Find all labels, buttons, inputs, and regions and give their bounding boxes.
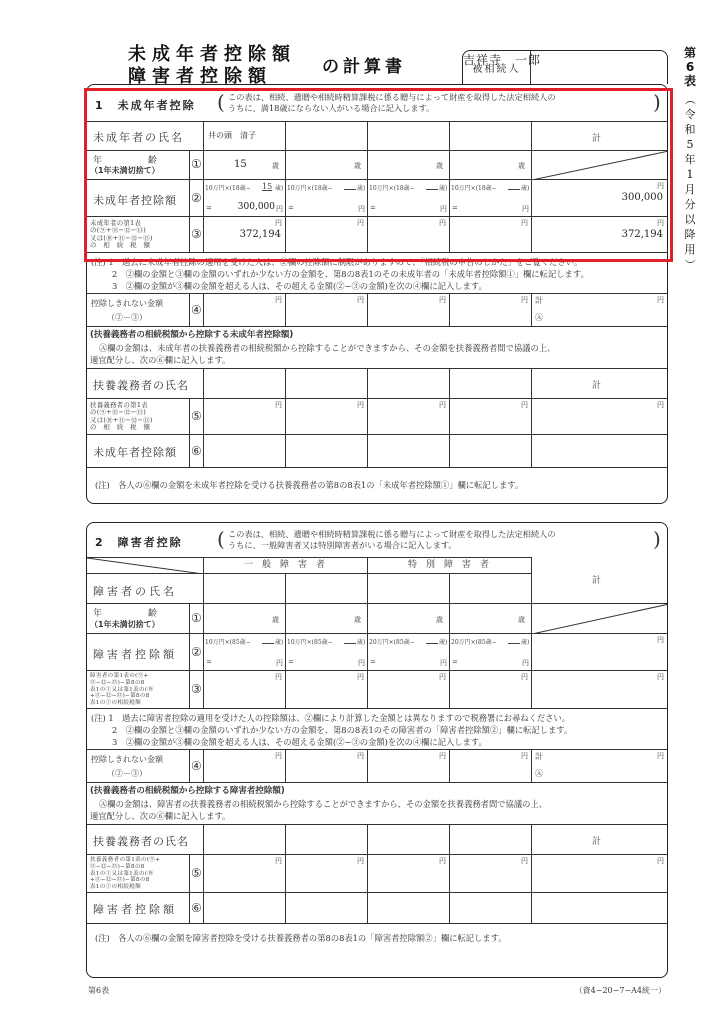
disabled-alloc-row: 障害者控除額 ⑥ [87, 892, 667, 923]
minor-tax-cell[interactable]: 円 372,194 [203, 217, 285, 252]
paren-close: ) [653, 90, 661, 114]
disabled-desc-1: この表は、相続、遺贈や相続時精算課税に係る贈与によって財産を取得した法定相続人の [228, 529, 556, 539]
minor-name-row [87, 121, 667, 150]
disabled-excess-row: 控除しきれない金額 （②－③） ④ 円 円 円 円 計 Ⓐ 円 [87, 749, 667, 782]
minor-deduction-label: 未成年者控除額 [93, 194, 177, 207]
minor-section [86, 84, 668, 504]
supporter-name-cell[interactable] [367, 369, 449, 398]
disabled-name-cell[interactable] [367, 574, 449, 603]
minor-supporter-name-row: 扶養義務者の氏名 計 [87, 368, 667, 398]
minor-age-total-diagonal [531, 151, 667, 179]
footer-left: 第6表 [88, 986, 110, 995]
minor-deduction-row [87, 179, 667, 216]
minor-deduction-cell[interactable]: 10万円×(18歳− 歳) = 円 [285, 180, 367, 216]
disabled-tax-label: 障害者の第1表の(⑨+ ⑪−⑫−⑬)−第8の8 表1の①又は第1表の(⑩ +⑪−⑫−⑬)−第8の8 表1の①の相続税額 [90, 673, 154, 707]
alloc-cell[interactable] [449, 893, 531, 923]
minor-deduction-cell[interactable]: 10万円×(18歳− 15 歳) = 300,000 円 [203, 180, 285, 216]
supporter-tax-cell[interactable]: 円 [367, 855, 449, 892]
minor-name-cell[interactable] [285, 122, 367, 150]
disabled-deduction-cell[interactable]: 20万円×(85歳− 歳) = 円 [449, 634, 531, 670]
tax-circle-cell: ③ [189, 217, 203, 252]
disabled-tax-row [87, 670, 667, 708]
minor-deduction-cell[interactable]: 10万円×(18歳− 歳) = 円 [449, 180, 531, 216]
supporter-tax-cell[interactable]: 円 [285, 855, 367, 892]
alloc-cell[interactable] [285, 435, 367, 467]
disabled-header [87, 523, 667, 557]
minor-tax-row [87, 216, 667, 252]
supporter-tax-cell[interactable]: 円 [285, 399, 367, 434]
minor-alloc-row: 未成年者控除額 ⑥ [87, 434, 667, 467]
minor-total-header: 計 [531, 122, 667, 150]
minor-header [87, 85, 667, 121]
diagonal-line [87, 558, 203, 574]
title-line-disabled: 障害者控除額 [128, 66, 272, 87]
disabled-supporter-tax-row [87, 854, 667, 892]
disabled-age-total-diagonal [531, 604, 667, 633]
title-suffix: の計算書 [322, 57, 406, 77]
supporter-tax-circle-cell: ⑤ [189, 399, 203, 434]
minor-support-desc: (扶養義務者の相続税額から控除する未成年者控除額) Ⓐ欄の金額は、未成年者の扶養義務者の相続税額から控除することができますから、その金額を扶養義務者間で協議の上、 適宜配分し、次の⑥欄に記入します。 [87, 326, 667, 368]
supporter-name-cell[interactable] [285, 825, 367, 854]
table-no-3: 表 [683, 74, 696, 88]
title-line-minor: 未成年者控除額 [128, 44, 296, 65]
minor-age-cell[interactable]: 歳 [367, 151, 449, 179]
supporter-name-cell[interactable] [367, 825, 449, 854]
disabled-deduction-total[interactable]: 円 [531, 634, 667, 670]
supporter-name-cell[interactable] [285, 369, 367, 398]
supporter-tax-cell[interactable]: 円 [203, 399, 285, 434]
supporter-tax-total[interactable]: 円 [531, 399, 667, 434]
minor-final-note: (注) 各人の⑥欄の金額を未成年者控除を受ける扶養義務者の第8の8表1の「未成年者控除額①」欄に転記します。 [87, 467, 667, 504]
disabled-tax-cell[interactable]: 円 [203, 671, 285, 708]
minor-name-cell[interactable]: 井の頭 清子 [203, 122, 285, 150]
supporter-name-cell[interactable] [449, 369, 531, 398]
supporter-total-header: 計 [531, 369, 667, 398]
diagonal-line [532, 604, 668, 634]
supporter-tax-label: 扶養義務者の第1表 の(⑨+⑪−⑫−⑬) 又は(⑩+⑪−⑫−⑬) の 相 続 税 額 [90, 401, 153, 432]
minor-excess-cell[interactable]: 円 [285, 294, 367, 326]
disabled-section [86, 522, 668, 978]
minor-excess-cell[interactable]: 円 [367, 294, 449, 326]
disabled-name-cell[interactable] [203, 574, 285, 603]
excess-circle-cell: ④ [189, 294, 203, 326]
disabled-excess-cell[interactable]: 円 [285, 750, 367, 782]
table-no-2: 6 [685, 60, 695, 74]
minor-notes: (注) 1 過去に未成年者控除の適用を受けた人は、②欄の控除額に制限がありますので、「相続税の申告のしかた」をご覧ください。 2 ②欄の金額と③欄の金額のいずれか少ない方の金額を、第8の8表1のその未成年者の「未成年者控除額①」欄に転記します。 3 ②欄の金額が③欄の金額を超える人は、その超える金額(②−③の金額)を次の④欄に記入します。 [87, 252, 667, 293]
age-label-2: （1年未満切捨て） [90, 620, 160, 629]
minor-name-label: 未成年者の氏名 [93, 131, 184, 144]
minor-age-cell[interactable]: 歳 [285, 151, 367, 179]
minor-age-row [87, 150, 667, 179]
age-circle-cell: ① [189, 151, 203, 179]
minor-age-cell[interactable]: 歳 [449, 151, 531, 179]
age-label-1: 年 齢 [93, 609, 160, 619]
disabled-final-note: (注) 各人の⑥欄の金額を障害者控除を受ける扶養義務者の第8の8表1の「障害者控除額②」欄に転記します。 [87, 923, 667, 978]
disabled-age-cell[interactable]: 歳 [449, 604, 531, 633]
minor-tax-label: 未成年者の第1表 の(⑨+⑪−⑫−⑬) 又は(⑩+⑪−⑫−⑬) の 相 続 税 額 [90, 219, 153, 250]
minor-tax-cell[interactable]: 円 [367, 217, 449, 252]
minor-tax-total[interactable]: 円 372,194 [531, 217, 667, 252]
minor-tax-cell[interactable]: 円 [449, 217, 531, 252]
disabled-support-desc: (扶養義務者の相続税額から控除する障害者控除額) Ⓐ欄の金額は、障害者の扶養義務者の相続税額から控除することができますから、その金額を扶養義務者間で協議の上、 適宜配分し、次の⑥欄に記入します。 [87, 782, 667, 824]
disabled-deduction-cell[interactable]: 10万円×(85歳− 歳) = 円 [285, 634, 367, 670]
minor-desc-1: この表は、相続、遺贈や相続時精算課税に係る贈与によって財産を取得した法定相続人の [228, 92, 556, 102]
supporter-tax-cell[interactable]: 円 [449, 399, 531, 434]
disabled-deduction-cell[interactable]: 10万円×(85歳− 歳) = 円 [203, 634, 285, 670]
disabled-deduction-label: 障害者控除額 [93, 648, 177, 661]
disabled-excess-total[interactable]: 計 Ⓐ 円 [531, 750, 667, 782]
supporter-tax-cell[interactable]: 円 [367, 399, 449, 434]
minor-excess-cell[interactable]: 円 [449, 294, 531, 326]
supporter-tax-cell[interactable]: 円 [449, 855, 531, 892]
supporter-tax-circle-cell: ⑤ [189, 855, 203, 892]
minor-deduction-cell[interactable]: 10万円×(18歳− 歳) = 円 [367, 180, 449, 216]
supporter-name-cell[interactable] [203, 825, 285, 854]
side-table-label [680, 46, 700, 272]
disabled-tax-cell[interactable]: 円 [285, 671, 367, 708]
disabled-supporter-name-row: 扶養義務者の氏名 計 [87, 824, 667, 854]
tax-circle-cell: ③ [189, 671, 203, 708]
disabled-total-header: 計 [531, 557, 667, 603]
alloc-cell[interactable] [203, 435, 285, 467]
paren-open: ( [217, 527, 225, 551]
disabled-excess-cell[interactable]: 円 [203, 750, 285, 782]
version-label: （ 令 和 5 年 1 月 分 以 降 用 ） [683, 94, 697, 270]
disabled-deduction-row [87, 633, 667, 670]
disabled-age-row [87, 603, 667, 633]
minor-desc-2: うちに、満18歳にならない人がいる場合に記入します。 [228, 103, 435, 113]
disabled-title: 2 障害者控除 [95, 536, 183, 549]
supporter-name-cell[interactable] [449, 825, 531, 854]
minor-name-cell[interactable] [449, 122, 531, 150]
disabled-age-cell[interactable]: 歳 [285, 604, 367, 633]
paren-open: ( [217, 90, 225, 114]
supporter-total-header: 計 [531, 825, 667, 854]
minor-excess-total[interactable]: 計 Ⓐ 円 [531, 294, 667, 326]
disabled-tax-cell[interactable]: 円 [367, 671, 449, 708]
disabled-name-label: 障害者の氏名 [93, 585, 177, 598]
age-label-1: 年 齢 [93, 156, 160, 166]
disabled-name-row [87, 573, 667, 603]
minor-title: 1 未成年者控除 [95, 99, 196, 112]
alloc-cell[interactable] [449, 435, 531, 467]
disabled-tax-cell[interactable]: 円 [449, 671, 531, 708]
minor-name-cell[interactable] [367, 122, 449, 150]
minor-age-cell[interactable]: 15 歳 [203, 151, 285, 179]
disabled-tax-total[interactable]: 円 [531, 671, 667, 708]
diagonal-line [532, 151, 668, 180]
minor-tax-cell[interactable]: 円 [285, 217, 367, 252]
general-disabled-header: 一 般 障 害 者 [203, 558, 367, 573]
alloc-cell[interactable] [367, 435, 449, 467]
excess-circle-cell: ④ [189, 750, 203, 782]
disabled-excess-cell[interactable]: 円 [367, 750, 449, 782]
supporter-tax-cell[interactable]: 円 [203, 855, 285, 892]
minor-excess-cell[interactable]: 円 [203, 294, 285, 326]
alloc-total[interactable] [531, 435, 667, 467]
deduction-circle-cell: ② [189, 634, 203, 670]
minor-supporter-tax-row [87, 398, 667, 434]
disabled-name-cell[interactable] [449, 574, 531, 603]
decedent-box [462, 50, 668, 84]
decedent-name[interactable]: 吉祥寺 一郎 [463, 53, 542, 67]
special-disabled-header: 特 別 障 害 者 [367, 558, 531, 573]
disabled-age-cell[interactable]: 歳 [203, 604, 285, 633]
table-no-1: 第 [683, 46, 696, 60]
supporter-tax-label: 扶養義務者の第1表の(⑨+ ⑪−⑫−⑬)−第8の8 表1の①又は第1表の(⑩ +⑪−⑫−⑬)−第8の8 表1の①の相続税額 [90, 857, 161, 891]
alloc-circle-cell: ⑥ [189, 435, 203, 467]
disabled-deduction-cell[interactable]: 20万円×(85歳− 歳) = 円 [367, 634, 449, 670]
alloc-circle-cell: ⑥ [189, 893, 203, 923]
supporter-tax-total[interactable]: 円 [531, 855, 667, 892]
paren-close: ) [653, 527, 661, 551]
alloc-cell[interactable] [285, 893, 367, 923]
disabled-age-cell[interactable]: 歳 [367, 604, 449, 633]
age-label-2: （1年未満切捨て） [90, 166, 160, 175]
minor-excess-row: 控除しきれない金額 （②－③） ④ 円 円 円 円 計 Ⓐ 円 [87, 293, 667, 326]
alloc-total[interactable] [531, 893, 667, 923]
minor-deduction-total[interactable]: 円 300,000 [531, 180, 667, 216]
decedent-label: 被相続人 [463, 51, 531, 84]
footer-right: （資4−20−7−A4統一） [574, 986, 666, 995]
deduction-circle-cell: ② [189, 180, 203, 216]
age-circle-cell: ① [189, 604, 203, 633]
supporter-name-cell[interactable] [203, 369, 285, 398]
disabled-notes: (注) 1 過去に障害者控除の適用を受けた人の控除額は、②欄により計算した金額とは異なりますので税務署にお尋ねください。 2 ②欄の金額と③欄の金額のいずれか少ない方の金額を、第8の8表1のその障害者の「障害者控除額②」欄に転記します。 3 ②欄の金額が③欄の金額を超える人は、その超える金額(②−③の金額)を次の④欄に記入します。 [87, 708, 667, 749]
disabled-excess-cell[interactable]: 円 [449, 750, 531, 782]
disabled-name-cell[interactable] [285, 574, 367, 603]
disabled-desc-2: うちに、一般障害者又は特別障害者がいる場合に記入します。 [228, 540, 457, 550]
alloc-cell[interactable] [203, 893, 285, 923]
alloc-cell[interactable] [367, 893, 449, 923]
